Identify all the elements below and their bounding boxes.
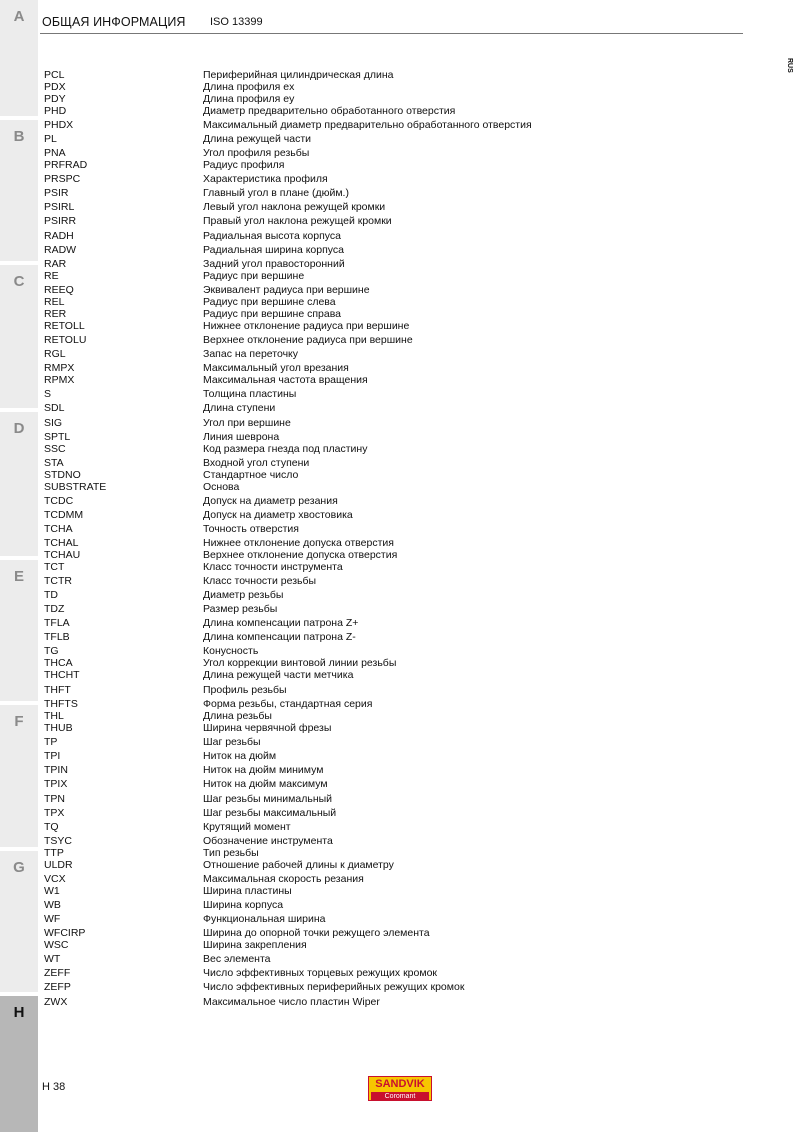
tab-d[interactable]: D [0,412,38,556]
term-code: TFLA [44,617,70,629]
term-code: TPIX [44,778,68,790]
term-description: Задний угол правосторонний [203,258,345,270]
tab-f[interactable]: F [0,705,38,847]
term-description: Ширина пластины [203,885,292,897]
term-code: TQ [44,821,59,833]
page-number: H 38 [42,1081,66,1093]
term-description: Верхнее отклонение радиуса при вершине [203,334,413,346]
term-code: THCA [44,657,73,669]
term-code: TSYC [44,835,73,847]
term-description: Длина компенсации патрона Z+ [203,617,359,629]
term-code: WFCIRP [44,927,86,939]
term-description: Точность отверстия [203,523,299,535]
term-code: WF [44,913,61,925]
term-code: WSC [44,939,69,951]
term-code: TCT [44,561,65,573]
term-description: Форма резьбы, стандартная серия [203,698,373,710]
sandvik-logo [368,1076,432,1101]
term-description: Эквивалент радиуса при вершине [203,284,370,296]
tab-e[interactable]: E [0,560,38,701]
logo-sub: Coromant [371,1092,429,1101]
term-code: THFT [44,684,71,696]
term-description: Шаг резьбы минимальный [203,793,333,805]
term-description: Диаметр резьбы [203,589,284,601]
term-code: PRFRAD [44,159,88,171]
term-code: SUBSTRATE [44,481,107,493]
term-code: TCDC [44,495,74,507]
term-description: Длина профиля ex [203,81,295,93]
term-description: Длина профиля ey [203,93,295,105]
tab-b[interactable]: B [0,120,38,261]
term-description: Запас на переточку [203,348,299,360]
term-description: Радиальная ширина корпуса [203,244,345,256]
term-code: TPN [44,793,65,805]
term-description: Число эффективных торцевых режущих кромок [203,967,438,979]
term-description: Ширина корпуса [203,899,284,911]
term-description: Ширина до опорной точки режущего элемента [203,927,430,939]
term-description: Число эффективных периферийных режущих кромок [203,981,465,993]
term-code: REL [44,296,65,308]
term-description: Ниток на дюйм максимум [203,778,328,790]
term-code: WT [44,953,61,965]
term-description: Ширина закрепления [203,939,307,951]
term-description: Обозначение инструмента [203,835,333,847]
tab-g[interactable]: G [0,851,38,992]
term-code: TPX [44,807,65,819]
term-description: Длина ступени [203,402,276,414]
term-code: TTP [44,847,64,859]
term-code: ULDR [44,859,73,871]
term-code: REEQ [44,284,74,296]
term-description: Ниток на дюйм [203,750,277,762]
term-code: VCX [44,873,66,885]
term-code: RPMX [44,374,75,386]
term-code: SPTL [44,431,71,443]
term-code: TD [44,589,58,601]
term-description: Максимальная частота вращения [203,374,368,386]
term-code: THCHT [44,669,80,681]
term-code: STDNO [44,469,81,481]
term-description: Характеристика профиля [203,173,328,185]
term-code: SSC [44,443,66,455]
term-code: SIG [44,417,63,429]
term-code: WB [44,899,61,911]
term-description: Главный угол в плане (дюйм.) [203,187,349,199]
term-description: Максимальное число пластин Wiper [203,996,380,1008]
page-title: ОБЩАЯ ИНФОРМАЦИЯ [42,15,186,29]
term-code: PSIRL [44,201,75,213]
term-description: Длина компенсации патрона Z- [203,631,356,643]
term-code: TCHAU [44,549,81,561]
term-code: PHDX [44,119,74,131]
term-description: Максимальный угол врезания [203,362,349,374]
term-description: Шаг резьбы максимальный [203,807,337,819]
language-label: RUS [786,58,793,73]
term-code: PDY [44,93,66,105]
term-description: Класс точности инструмента [203,561,343,573]
term-description: Угол профиля резьбы [203,147,310,159]
term-code: RETOLL [44,320,85,332]
term-description: Допуск на диаметр хвостовика [203,509,353,521]
term-code: SDL [44,402,65,414]
term-code: TCDMM [44,509,84,521]
term-description: Профиль резьбы [203,684,287,696]
term-code: TPIN [44,764,68,776]
term-description: Длина режущей части [203,133,311,145]
term-description: Линия шеврона [203,431,280,443]
term-description: Входной угол ступени [203,457,310,469]
header-divider [40,33,743,34]
term-code: RER [44,308,67,320]
term-description: Код размера гнезда под пластину [203,443,368,455]
term-description: Тип резьбы [203,847,259,859]
term-code: W1 [44,885,60,897]
term-description: Основа [203,481,240,493]
tab-a[interactable]: A [0,0,38,116]
term-description: Шаг резьбы [203,736,261,748]
term-description: Класс точности резьбы [203,575,317,587]
term-code: RAR [44,258,67,270]
term-code: PCL [44,69,65,81]
term-description: Отношение рабочей длины к диаметру [203,859,394,871]
term-code: PHD [44,105,67,117]
term-description: Толщина пластины [203,388,297,400]
term-description: Крутящий момент [203,821,291,833]
term-description: Вес элемента [203,953,271,965]
term-description: Верхнее отклонение допуска отверстия [203,549,398,561]
term-description: Длина режущей части метчика [203,669,354,681]
term-description: Радиус профиля [203,159,285,171]
term-code: ZEFP [44,981,71,993]
term-code: THL [44,710,64,722]
term-description: Правый угол наклона режущей кромки [203,215,392,227]
term-description: Ширина червячной фрезы [203,722,332,734]
term-code: PDX [44,81,66,93]
logo-brand: SANDVIK [375,1078,425,1090]
term-description: Угол коррекции винтовой линии резьбы [203,657,397,669]
term-description: Стандартное число [203,469,299,481]
term-code: PRSPC [44,173,81,185]
term-code: STA [44,457,64,469]
term-code: ZWX [44,996,68,1008]
term-code: TFLB [44,631,70,643]
term-code: TPI [44,750,61,762]
term-description: Конусность [203,645,259,657]
tab-c[interactable]: C [0,265,38,408]
term-code: PSIRR [44,215,77,227]
term-description: Размер резьбы [203,603,278,615]
term-code: RADW [44,244,77,256]
term-code: THUB [44,722,73,734]
standard-label: ISO 13399 [210,16,263,28]
term-description: Радиус при вершине справа [203,308,341,320]
term-code: TG [44,645,59,657]
term-description: Угол при вершине [203,417,291,429]
term-code: TCHA [44,523,73,535]
term-description: Функциональная ширина [203,913,326,925]
term-description: Нижнее отклонение радиуса при вершине [203,320,410,332]
term-description: Левый угол наклона режущей кромки [203,201,386,213]
term-description: Диаметр предварительно обработанного отверстия [203,105,456,117]
section-tabs [0,0,38,1132]
term-code: TDZ [44,603,65,615]
term-code: RMPX [44,362,75,374]
term-description: Ниток на дюйм минимум [203,764,324,776]
term-description: Радиальная высота корпуса [203,230,342,242]
term-code: PNA [44,147,66,159]
term-description: Радиус при вершине [203,270,305,282]
term-code: THFTS [44,698,78,710]
term-description: Допуск на диаметр резания [203,495,338,507]
term-code: RETOLU [44,334,87,346]
term-description: Максимальный диаметр предварительно обработанного отверстия [203,119,532,131]
term-description: Максимальная скорость резания [203,873,364,885]
term-code: ZEFF [44,967,71,979]
term-description: Периферийная цилиндрическая длина [203,69,394,81]
term-code: PL [44,133,57,145]
tab-h[interactable]: H [0,996,38,1132]
term-code: RADH [44,230,74,242]
term-code: RGL [44,348,66,360]
term-description: Длина резьбы [203,710,272,722]
term-code: TCTR [44,575,72,587]
term-code: PSIR [44,187,69,199]
term-code: S [44,388,52,400]
term-description: Нижнее отклонение допуска отверстия [203,537,394,549]
term-code: TP [44,736,58,748]
term-code: TCHAL [44,537,79,549]
term-description: Радиус при вершине слева [203,296,336,308]
term-code: RE [44,270,59,282]
